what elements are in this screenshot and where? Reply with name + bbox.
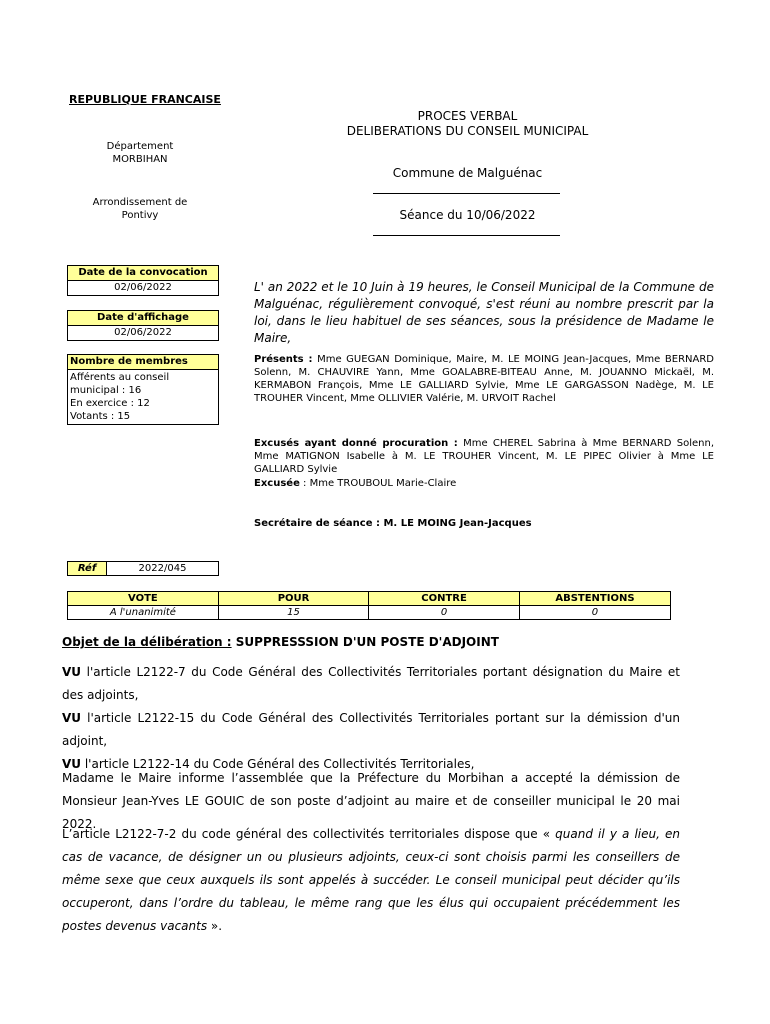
abstentions-value: 0 <box>519 606 670 620</box>
members-label: Nombre de membres <box>68 355 218 370</box>
members-box <box>67 354 219 425</box>
convocation-label: Date de la convocation <box>68 266 218 281</box>
arrondissement-value: Pontivy <box>121 210 159 221</box>
article-end: ». <box>207 919 223 933</box>
article-intro: L’article L2122-7-2 du code général des collectivités territoriales dispose que « <box>62 827 556 841</box>
affichage-box <box>67 310 219 341</box>
divider <box>373 235 560 236</box>
vu-text: l'article L2122-15 du Code Général des Collectivités Territoriales portant sur la démission d'un adjoint, <box>62 711 680 748</box>
excusee-text: : Mme TROUBOUL Marie-Claire <box>299 478 457 489</box>
title-line1: PROCES VERBAL <box>417 109 518 123</box>
ref-label: Réf <box>68 562 107 575</box>
vu-label: VU <box>62 711 82 725</box>
divider <box>373 193 560 194</box>
seance-date: Séance du 10/06/2022 <box>399 208 536 222</box>
affichage-label: Date d'affichage <box>68 311 218 326</box>
department-value: MORBIHAN <box>112 154 168 165</box>
objet-label: Objet de la délibération : <box>62 635 232 649</box>
paragraph-article <box>62 823 680 938</box>
presents-paragraph <box>254 353 714 405</box>
vu-label: VU <box>62 757 82 771</box>
vu-text: l'article L2122-7 du Code Général des Collectivités Territoriales portant désignation du Maire et des adjoints, <box>62 665 680 702</box>
intro-paragraph: L' an 2022 et le 10 Juin à 19 heures, le Conseil Municipal de la Commune de Malguénac, régulièrement convoqué, s'est réuni au nombre prescrit par la loi, dans le lieu habituel de ses séances, sous la présidence de Madame le Maire, <box>254 280 714 345</box>
excuses-text: Mme CHEREL Sabrina à Mme BERNARD Solenn, Mme MATIGNON Isabelle à M. LE TROUHER Vincent, M. LE PIPEC Olivier à Mme LE GALLIARD Sylvie <box>254 438 714 475</box>
vote-table <box>67 591 671 620</box>
excusee-paragraph <box>254 477 714 490</box>
ref-box <box>67 561 219 576</box>
convocation-box <box>67 265 219 296</box>
afferents-line2: municipal : 16 <box>70 385 142 396</box>
vote-header-row <box>68 592 671 606</box>
ref-value: 2022/045 <box>138 563 187 574</box>
excuses-label: Excusés ayant donné procuration : <box>254 438 458 449</box>
presents-text: Mme GUEGAN Dominique, Maire, M. LE MOING Jean-Jacques, Mme BERNARD Solenn, M. CHAUVIRE Yann, Mme GOALABRE-BITEAU Anne, M. JOUANNO Mickaël, M. KERMABON François, Mme LE GALLIARD Sylvie, Mme LE GARGASSON Nadège, M. LE TROUHER Vincent, Mme OLLIVIER Valérie, M. URVOIT Rachel <box>254 354 714 404</box>
presents-label: Présents : <box>254 354 313 365</box>
objet-line <box>62 635 499 649</box>
pour-value: 15 <box>218 606 368 620</box>
arrondissement-label: Arrondissement de <box>92 197 188 208</box>
afferents-line1: Afférents au conseil <box>70 372 170 383</box>
department-block <box>55 140 225 166</box>
exercice-count: En exercice : 12 <box>70 398 150 409</box>
abstentions-header: ABSTENTIONS <box>519 592 670 606</box>
arrondissement-block <box>55 196 225 222</box>
paragraph-demission: Madame le Maire informe l’assemblée que la Préfecture du Morbihan a accepté la démission de Monsieur Jean-Yves LE GOUIC de son poste d’adjoint au maire et de conseiller municipal le 20 mai 2022. <box>62 771 680 831</box>
vu-item <box>62 661 680 707</box>
vu-block <box>62 661 680 776</box>
vote-header: VOTE <box>68 592 219 606</box>
contre-value: 0 <box>369 606 520 620</box>
vote-value-row <box>68 606 671 620</box>
objet-value: SUPPRESSSION D'UN POSTE D'ADJOINT <box>231 635 499 649</box>
contre-header: CONTRE <box>369 592 520 606</box>
secretaire-line: Secrétaire de séance : M. LE MOING Jean-Jacques <box>254 518 532 529</box>
department-label: Département <box>106 141 174 152</box>
article-quote: quand il y a lieu, en cas de vacance, de désigner un ou plusieurs adjoints, ceux-ci sont choisis parmi les conseillers de même sexe que ceux auxquels ils sont appelés à succéder. Le conseil municipal peut décider qu’ils occuperont, dans l’ordre du tableau, le même rang que les élus qui occupaient précédemment les postes devenus vacants <box>62 827 681 933</box>
republic-heading: REPUBLIQUE FRANCAISE <box>69 93 221 106</box>
vu-item <box>62 707 680 753</box>
excusee-label: Excusée <box>254 478 300 489</box>
pour-header: POUR <box>218 592 368 606</box>
title-line2: DELIBERATIONS DU CONSEIL MUNICIPAL <box>346 124 589 138</box>
commune-name: Commune de Malguénac <box>392 166 543 180</box>
vu-text: l'article L2122-14 du Code Général des Collectivités Territoriales, <box>81 757 475 771</box>
vu-label: VU <box>62 665 82 679</box>
document-title <box>340 109 595 139</box>
convocation-value: 02/06/2022 <box>114 282 172 293</box>
excuses-paragraph <box>254 437 714 476</box>
affichage-value: 02/06/2022 <box>114 327 172 338</box>
votants-count: Votants : 15 <box>70 411 131 422</box>
vote-value: A l'unanimité <box>68 606 219 620</box>
